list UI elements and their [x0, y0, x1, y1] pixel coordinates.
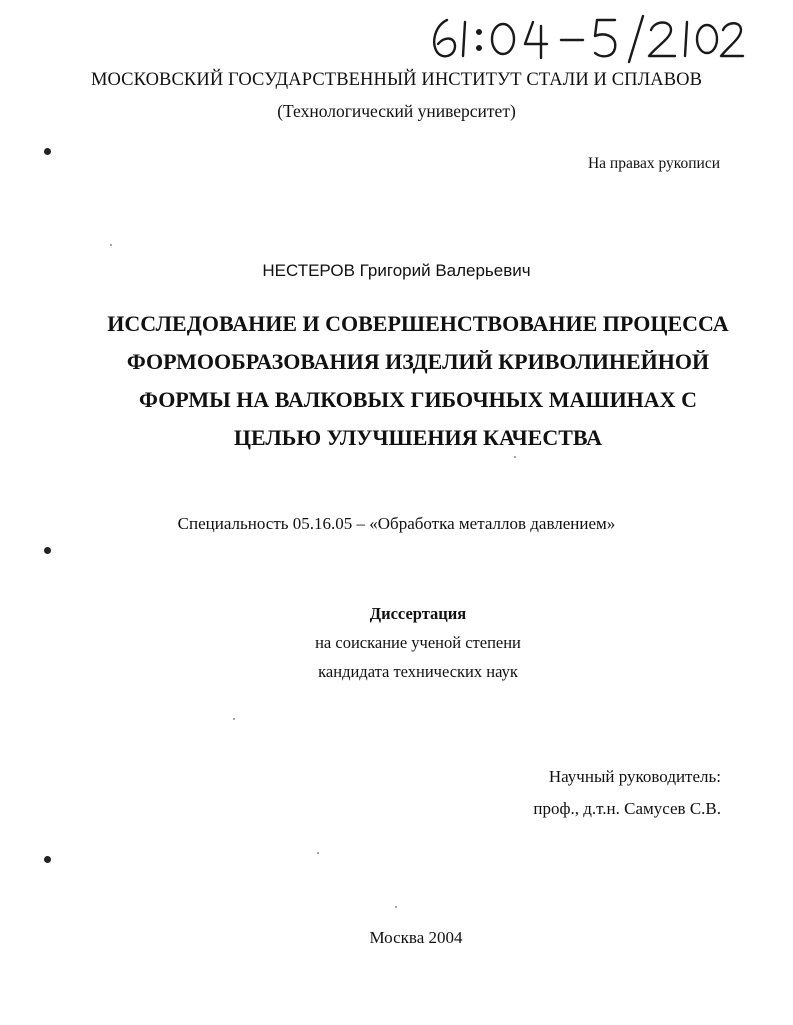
scan-speck [514, 456, 516, 458]
title-line: ИССЛЕДОВАНИЕ И СОВЕРШЕНСТВОВАНИЕ ПРОЦЕССА [107, 311, 729, 336]
city-year: Москва 2004 [369, 928, 463, 947]
degree-line-1: на соискание ученой степени [315, 633, 521, 652]
scan-speck [110, 244, 112, 246]
handwritten-archive-number [425, 8, 745, 68]
specialty: Специальность 05.16.05 – «Обработка металлов давлением» [177, 514, 616, 533]
supervisor-name: проф., д.т.н. Самусев С.В. [533, 799, 721, 818]
institute-name: МОСКОВСКИЙ ГОСУДАРСТВЕННЫЙ ИНСТИТУТ СТАЛИ И СПЛАВОВ [90, 70, 703, 90]
binding-hole-icon [44, 856, 51, 863]
degree-line-2: кандидата технических наук [318, 662, 518, 681]
binding-hole-icon [44, 547, 51, 554]
university-subtitle: (Технологический университет) [277, 101, 516, 121]
binding-hole-icon [44, 148, 51, 155]
scan-speck [317, 852, 319, 854]
title-line: ФОРМЫ НА ВАЛКОВЫХ ГИБОЧНЫХ МАШИНАХ С [139, 387, 697, 412]
scan-speck [233, 718, 235, 720]
dissertation-label: Диссертация [369, 604, 467, 623]
scan-speck [395, 906, 397, 908]
title-line: ЦЕЛЬЮ УЛУЧШЕНИЯ КАЧЕСТВА [233, 425, 603, 450]
dissertation-title [0, 305, 793, 457]
rights-note: На правах рукописи [587, 155, 720, 172]
supervisor-label: Научный руководитель: [548, 767, 721, 786]
title-line: ФОРМООБРАЗОВАНИЯ ИЗДЕЛИЙ КРИВОЛИНЕЙНОЙ [126, 349, 710, 374]
author-name: НЕСТЕРОВ Григорий Валерьевич [262, 261, 531, 280]
